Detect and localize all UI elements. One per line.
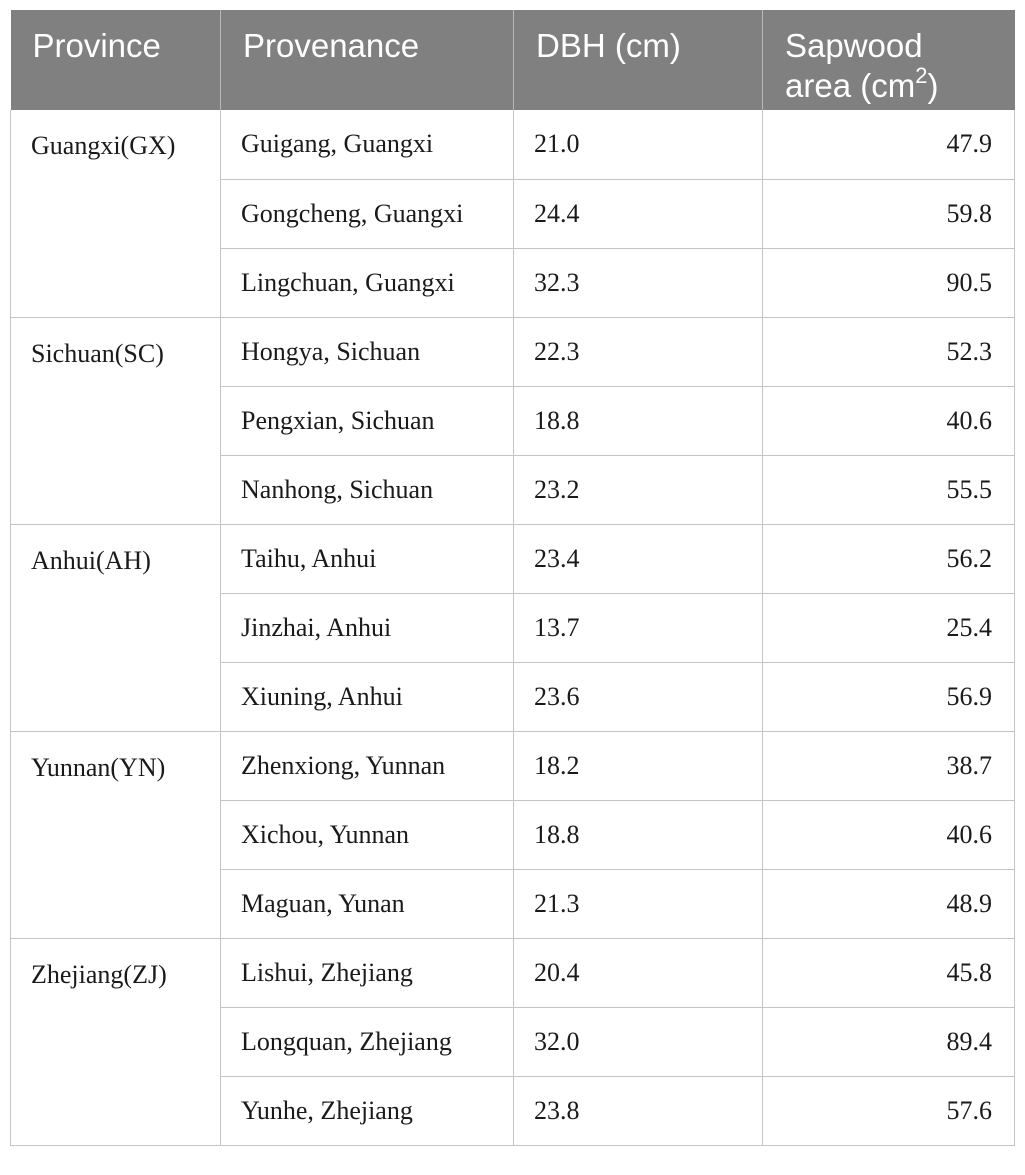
cell-province: Yunnan(YN) xyxy=(11,731,221,938)
cell-provenance: Nanhong, Sichuan xyxy=(221,455,514,524)
header-sapwood-area xyxy=(763,10,1015,110)
cell-sapwood-area: 25.4 xyxy=(763,593,1015,662)
cell-provenance: Pengxian, Sichuan xyxy=(221,386,514,455)
cell-sapwood-area: 57.6 xyxy=(763,1076,1015,1145)
cell-sapwood-area: 47.9 xyxy=(763,110,1015,179)
cell-dbh: 18.8 xyxy=(514,800,763,869)
cell-provenance: Lishui, Zhejiang xyxy=(221,938,514,1007)
cell-provenance: Jinzhai, Anhui xyxy=(221,593,514,662)
table-row xyxy=(11,938,1015,1007)
cell-provenance: Hongya, Sichuan xyxy=(221,317,514,386)
cell-sapwood-area: 45.8 xyxy=(763,938,1015,1007)
cell-province: Zhejiang(ZJ) xyxy=(11,938,221,1145)
cell-province: Guangxi(GX) xyxy=(11,110,221,317)
cell-province: Anhui(AH) xyxy=(11,524,221,731)
header-sapwood-close: ) xyxy=(927,67,939,104)
cell-sapwood-area: 38.7 xyxy=(763,731,1015,800)
cell-dbh: 21.3 xyxy=(514,869,763,938)
header-sapwood-line2: area (cm xyxy=(785,67,916,104)
table-body xyxy=(11,110,1015,1145)
cell-sapwood-area: 56.2 xyxy=(763,524,1015,593)
cell-sapwood-area: 56.9 xyxy=(763,662,1015,731)
cell-dbh: 32.3 xyxy=(514,248,763,317)
cell-sapwood-area: 52.3 xyxy=(763,317,1015,386)
cell-sapwood-area: 89.4 xyxy=(763,1007,1015,1076)
cell-sapwood-area: 40.6 xyxy=(763,800,1015,869)
cell-sapwood-area: 40.6 xyxy=(763,386,1015,455)
cell-provenance: Zhenxiong, Yunnan xyxy=(221,731,514,800)
provenance-table xyxy=(10,10,1015,1146)
cell-provenance: Xichou, Yunnan xyxy=(221,800,514,869)
cell-sapwood-area: 48.9 xyxy=(763,869,1015,938)
table-row xyxy=(11,317,1015,386)
table-row xyxy=(11,731,1015,800)
table-header xyxy=(11,10,1015,110)
cell-dbh: 18.2 xyxy=(514,731,763,800)
cell-dbh: 24.4 xyxy=(514,179,763,248)
cell-provenance: Xiuning, Anhui xyxy=(221,662,514,731)
table-row xyxy=(11,110,1015,179)
cell-provenance: Gongcheng, Guangxi xyxy=(221,179,514,248)
cell-provenance: Guigang, Guangxi xyxy=(221,110,514,179)
cell-dbh: 18.8 xyxy=(514,386,763,455)
cell-dbh: 20.4 xyxy=(514,938,763,1007)
cell-provenance: Taihu, Anhui xyxy=(221,524,514,593)
cell-provenance: Lingchuan, Guangxi xyxy=(221,248,514,317)
cell-provenance: Longquan, Zhejiang xyxy=(221,1007,514,1076)
cell-provenance: Maguan, Yunan xyxy=(221,869,514,938)
header-provenance: Provenance xyxy=(221,10,514,110)
header-province: Province xyxy=(11,10,221,110)
cell-province: Sichuan(SC) xyxy=(11,317,221,524)
cell-dbh: 32.0 xyxy=(514,1007,763,1076)
header-sapwood-line1: Sapwood xyxy=(785,27,923,64)
data-table-container xyxy=(10,10,1014,1146)
cell-dbh: 23.8 xyxy=(514,1076,763,1145)
cell-sapwood-area: 55.5 xyxy=(763,455,1015,524)
cell-dbh: 13.7 xyxy=(514,593,763,662)
cell-dbh: 23.4 xyxy=(514,524,763,593)
cell-dbh: 22.3 xyxy=(514,317,763,386)
table-row xyxy=(11,524,1015,593)
cell-sapwood-area: 90.5 xyxy=(763,248,1015,317)
header-row xyxy=(11,10,1015,110)
cell-provenance: Yunhe, Zhejiang xyxy=(221,1076,514,1145)
header-dbh: DBH (cm) xyxy=(514,10,763,110)
cell-dbh: 23.6 xyxy=(514,662,763,731)
cell-dbh: 21.0 xyxy=(514,110,763,179)
cell-sapwood-area: 59.8 xyxy=(763,179,1015,248)
header-sapwood-superscript: 2 xyxy=(915,63,928,88)
cell-dbh: 23.2 xyxy=(514,455,763,524)
